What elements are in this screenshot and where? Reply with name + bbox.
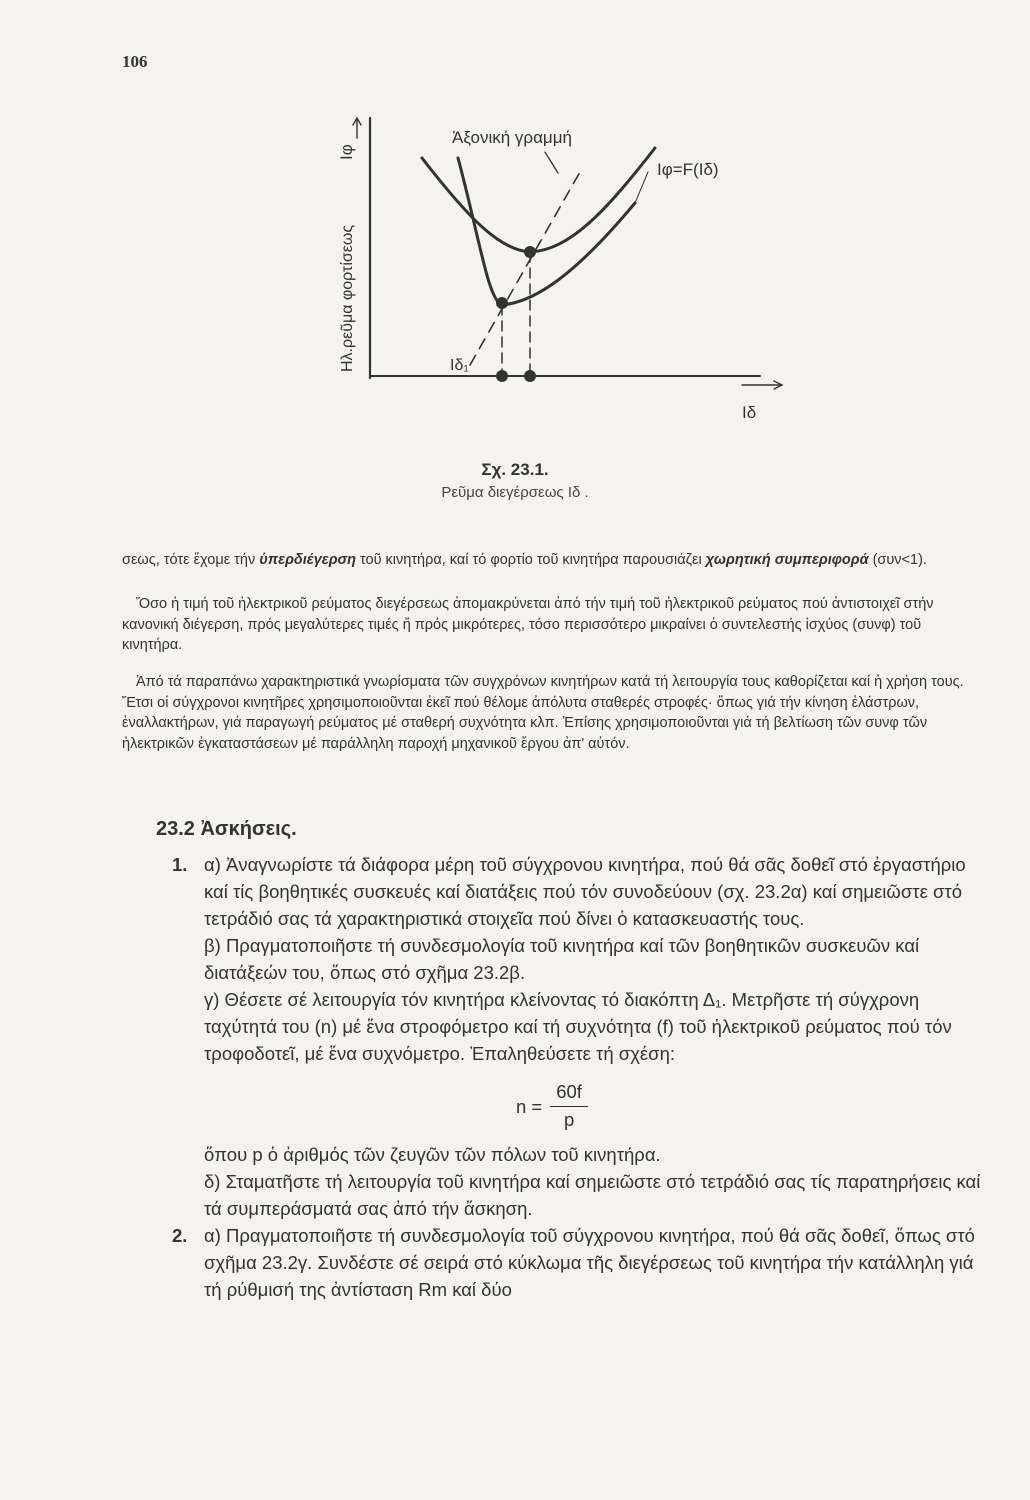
y-axis-symbol: Ιφ bbox=[337, 144, 356, 160]
exercise-1-a: α) Ἀναγνωρίστε τά διάφορα μέρη τοῦ σύγχρονου κινητήρα, πού θά σᾶς δοθεῖ στό ἐργαστήριο καί τίς βοηθητικές συσκευές καί διατάξεις πού τόν συνοδεύουν (σχ. 23.2α) καί σημειῶστε στό τετράδιό σας τά χαρακτηριστικά στοιχεῖα πού δίνει ὁ κατασκευαστής τους. bbox=[204, 854, 966, 929]
figure-caption-number: Σχ. 23.1. bbox=[481, 460, 549, 479]
formula-denominator: p bbox=[563, 1108, 575, 1130]
y-axis-label: Ηλ.ρεῦμα φορτίσεως bbox=[339, 224, 356, 372]
upper-v-curve bbox=[422, 148, 655, 252]
emphasis-capacitive: χωρητική συμπεριφορά bbox=[705, 552, 869, 568]
exercise-1-c-after: ὅπου p ὁ ἀριθμός τῶν ζευγῶν τῶν πόλων τοῦ κινητήρα. bbox=[204, 1144, 661, 1165]
exercise-2 bbox=[172, 1222, 992, 1303]
formula-numerator: 60f bbox=[550, 1080, 588, 1107]
formula-fraction bbox=[550, 1080, 588, 1133]
x-point-2 bbox=[524, 370, 536, 382]
section-heading: 23.2 Ἀσκήσεις. bbox=[156, 818, 297, 840]
exercise-number: 2. bbox=[172, 1225, 188, 1246]
exercises-list bbox=[172, 851, 992, 1303]
exercise-1-d: δ) Σταματῆστε τή λειτουργία τοῦ κινητήρα καί σημειῶστε στό τετράδιό σας τίς παρατηρήσεις καί τά συμπεράσματά σας ἀπό τήν ἄσκηση. bbox=[204, 1171, 981, 1219]
page-number: 106 bbox=[122, 52, 148, 71]
exercise-1-b: β) Πραγματοποιῆστε τή συνδεσμολογία τοῦ κινητήρα καί τῶν βοηθητικῶν συσκευῶν καί διατάξεών του, ὅπως στό σχῆμα 23.2β. bbox=[204, 935, 920, 983]
formula-lhs: n = bbox=[516, 1095, 543, 1117]
paragraph-3: Ἀπό τά παραπάνω χαρακτηριστικά γνωρίσματα τῶν συγχρόνων κινητήρων κατά τή λειτουργία τους καθορίζεται καί ἡ χρήση τους. Ἔτσι οἱ σύγχρονοι κινητῆρες χρησιμοποιοῦνται ἐκεῖ πού θέλομε ἀπόλυτα σταθερές στροφές· ὅπως γιά τήν κίνηση ἐλάστρων, ἐναλλακτήρων, γιά παραγωγή ρεύματος μέ σταθερή συχνότητα κλπ. Ἐπίσης χρησιμοποιοῦνται γιά τή βελτίωση τῶν συνφ τῶν ἠλεκτρικῶν ἐγκαταστάσεων μέ παράλληλη παροχή μηχανικοῦ ἔργου ἀπ' αὐτόν. bbox=[122, 674, 964, 752]
curve-label: Ιφ=F(Ιδ) bbox=[657, 160, 719, 179]
exercise-1-c: γ) Θέσετε σέ λειτουργία τόν κινητήρα κλείνοντας τό διακόπτη Δ₁. Μετρῆστε τή σύγχρονη ταχύτητά του (n) μέ ἕνα στροφόμετρο καί τή συχνότητα (f) τοῦ ἠλεκτρικοῦ ρεύματος πού τόν τροφοδοτεῖ, μέ ἕνα συχνόμετρο. Ἐπαληθεύσετε τή σχέση: bbox=[204, 989, 952, 1064]
min-point-lower bbox=[496, 297, 508, 309]
point-label: Ιδ₁ bbox=[450, 357, 469, 374]
v-curve-figure bbox=[330, 100, 810, 430]
emphasis-overexcitation: ὑπερδιέγερση bbox=[259, 552, 356, 568]
axial-line-label: Ἀξονική γραμμή bbox=[452, 128, 572, 147]
figure-caption-text: Ρεῦμα διεγέρσεως Ιδ . bbox=[441, 484, 589, 501]
min-point-upper bbox=[524, 246, 536, 258]
paragraph-1: σεως, τότε ἔχομε τήν ὑπερδιέγερση τοῦ κινητήρα, καί τό φορτίο τοῦ κινητήρα παρουσιάζει χωρητική συμπεριφορά (συν<1). bbox=[122, 552, 927, 568]
exercise-number: 1. bbox=[172, 854, 188, 875]
exercise-1 bbox=[172, 851, 992, 1222]
formula bbox=[516, 1075, 992, 1137]
exercise-2-a: α) Πραγματοποιῆστε τή συνδεσμολογία τοῦ σύγχρονου κινητήρα, πού θά σᾶς δοθεῖ, ὅπως στό σχῆμα 23.2γ. Συνδέστε σέ σειρά στό κύκλωμα τῆς διεγέρσεως τοῦ κινητήρα τήν κατάλληλη γιά τή ρύθμισή της ἀντίσταση Rm καί δύο bbox=[204, 1225, 975, 1300]
paragraph-2: Ὅσο ἡ τιμή τοῦ ἠλεκτρικοῦ ρεύματος διεγέρσεως ἀπομακρύνεται ἀπό τήν τιμή τοῦ ἠλεκτρικοῦ ρεύματος πού ἀντιστοιχεῖ στήν κανονική διέγερση, πρός μεγαλύτερες τιμές ἤ πρός μικρότερες, τόσο περισσότερο μικραίνει ὁ συντελεστής ἰσχύος (συνφ) τοῦ κινητήρα. bbox=[122, 596, 934, 653]
x-point-1 bbox=[496, 370, 508, 382]
x-axis-symbol: Ιδ bbox=[742, 403, 757, 422]
